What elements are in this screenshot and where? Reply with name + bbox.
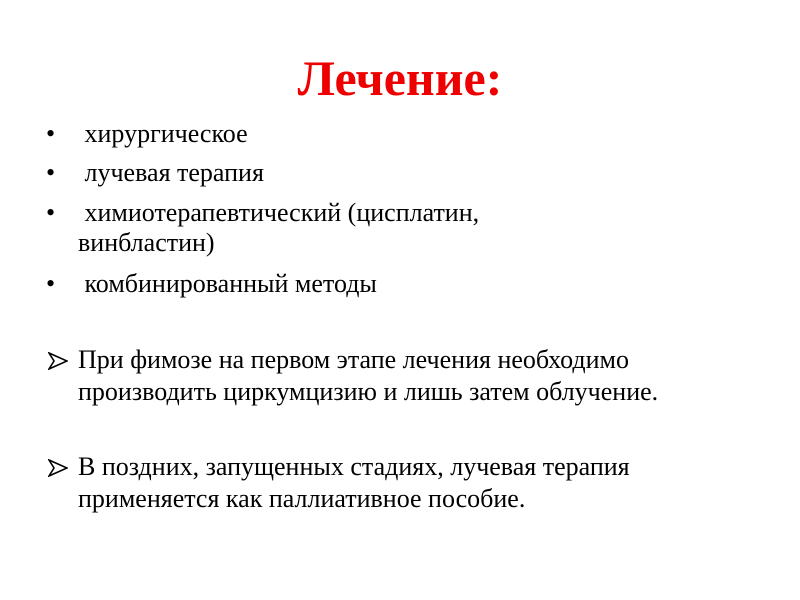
bullet-dot-icon: • xyxy=(46,269,56,298)
note-item xyxy=(48,344,768,408)
bullet-text: комбинированный методы xyxy=(78,269,377,298)
bullet-item xyxy=(46,198,746,258)
bullet-dot-icon: • xyxy=(46,198,56,227)
bullet-item xyxy=(46,269,746,299)
arrowhead-icon xyxy=(48,352,68,370)
bullet-text: лучевая терапия xyxy=(78,158,264,187)
note-text: При фимозе на первом этапе лечения необходимо производить циркумцизию и лишь затем облучение. xyxy=(78,345,659,406)
bullet-item xyxy=(46,158,746,188)
arrowhead-icon xyxy=(48,459,68,477)
slide-title: Лечение: xyxy=(297,50,503,106)
bullet-dot-icon: • xyxy=(46,119,56,148)
bullet-text: хирургическое xyxy=(78,119,248,148)
bullet-item xyxy=(46,119,746,149)
bullet-text: химиотерапевтический (цисплатин, винбластин) xyxy=(78,198,480,257)
note-item xyxy=(48,451,768,515)
note-text: В поздних, запущенных стадиях, лучевая терапия применяется как паллиативное пособие. xyxy=(78,452,630,513)
bullet-dot-icon: • xyxy=(46,158,56,187)
